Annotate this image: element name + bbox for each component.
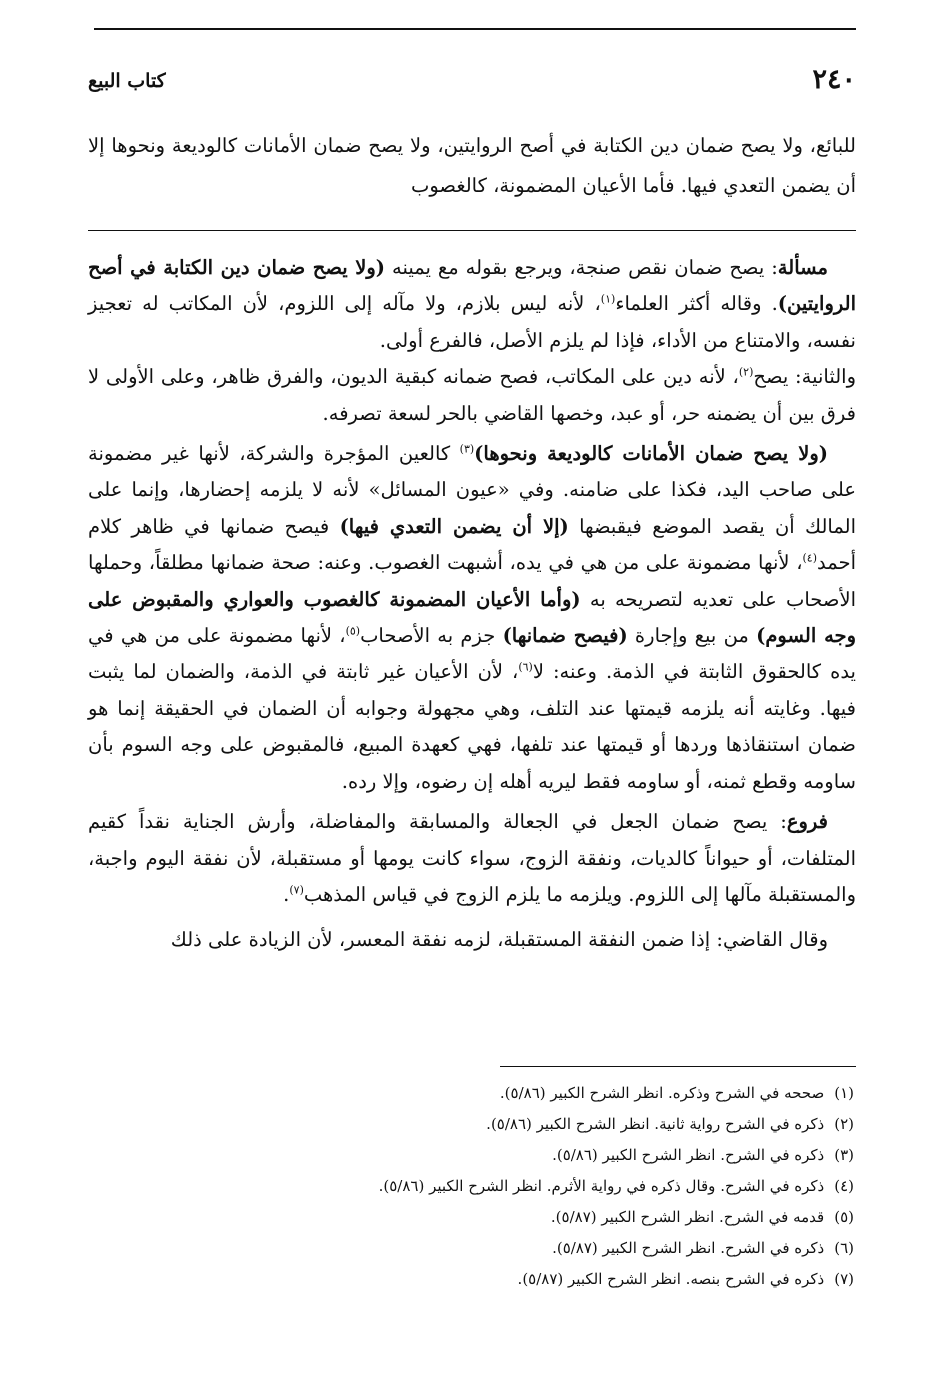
text-run: .: [283, 882, 290, 906]
text-run: ، لأنه ليس بلازم، ولا مآله إلى اللزوم، لأن المكاتب له تعجيز نفسه، والامتناع من الأداء، فإذا لم يلزم الأصل، فالفرع أولى.: [88, 292, 856, 352]
text-run: ، لأنه دين على المكاتب، فصح ضمانه كبقية الديون، والفرق ظاهر، وعلى الأولى لا فرق بين أن يضمنه حر، أو عبد، وخصها القاضي بالحر لسعة تصرفه.: [88, 365, 856, 425]
footnote-text: ذكره في الشرح رواية ثانية. انظر الشرح الكبير (٥/٨٦).: [486, 1115, 825, 1133]
text-run: ، لأنها مضمونة على من هي في يده، أشبهت الغصوب. وعنه: صحة ضمانها مطلقاً، وحملها الأصحاب على تعديه لتصريحه به: [88, 551, 856, 611]
running-title: كتاب البيع: [88, 70, 166, 92]
footnote-number: (٢): [834, 1115, 854, 1133]
footnote-text: ذكره في الشرح. انظر الشرح الكبير (٥/٨٧).: [552, 1239, 825, 1257]
text-run: ، لأنها مضمونة على من هي في يده كالحقوق الثابتة في الذمة. وعنه: لا: [88, 624, 856, 684]
quoted-matn: (إلا أن يضمن التعدي فيها): [339, 514, 569, 538]
footnote-text: ذكره في الشرح بنصه. انظر الشرح الكبير (٥/٨٧).: [517, 1270, 825, 1288]
footnote-number: (١): [834, 1084, 854, 1102]
footnote-3: [88, 1140, 854, 1171]
text-run: ، لأن الأعيان غير ثابتة في الذمة، والضمان لما يثبت فيها. وغايته أنه يلزمه قيمتها عند التلف، وهي مجهولة وجوابه أن الضمان في الحقيقة إنما هو ضمان استنقاذها وردها أو قيمتها عند تلفها، فهي كعهدة المبيع، فالمقبوض على وجه السوم بأن ساومه وقطع ثمنه، أو ساومه فقط ليريه أهله إن رضوه، وإلا رده.: [88, 660, 856, 793]
quoted-matn: (ولا يصح ضمان دين الكتابة في أصح الروايتين): [88, 256, 857, 316]
quoted-matn: (وأما الأعيان المضمونة كالغصوب والعواري والمقبوض على وجه السوم): [88, 587, 856, 648]
footnote-number: (٦): [834, 1239, 854, 1257]
footnote-ref-1[interactable]: (١): [600, 292, 616, 306]
footnotes: [88, 1078, 854, 1295]
footnote-ref-6[interactable]: (٦): [518, 660, 533, 674]
footnote-5: [88, 1202, 854, 1233]
quoted-matn: (ولا يصح ضمان الأمانات كالوديعة ونحوها): [474, 442, 828, 466]
footnote-2: [88, 1109, 854, 1140]
text-run: كالعين المؤجرة والشركة، لأنها غير مضمونة على صاحب اليد، فكذا على ضامنه. وفي «عيون المسائل» لأنه لا يلزمه إحضارها، وإنما على المالك أن يقصد الموضع فيقبضها: [88, 442, 856, 538]
footnote-ref-2[interactable]: (٢): [738, 365, 754, 379]
footnote-text: صححه في الشرح وذكره. انظر الشرح الكبير (٥/٨٦).: [499, 1084, 825, 1102]
sharh-paragraph-2: [88, 359, 856, 432]
matn-text: [88, 126, 856, 206]
sharh-paragraph-3: [88, 436, 856, 800]
footnote-separator: [500, 1066, 856, 1067]
text-run: : يصح ضمان الجعل في الجعالة والمسابقة والمفاضلة، وأرش الجناية نقداً كقيم المتلفات، أو حيواناً كالديات، ونفقة الزوج، سواء كانت يومها أو مستقبلة، لأن نفقة اليوم واجبة، والمستقبلة مآلها إلى اللزوم. ويلزمه ما يلزم الزوج في قياس المذهب: [88, 810, 856, 906]
text-run: فيصح ضمانها في ظاهر كلام أحمد: [88, 514, 856, 575]
sharh-paragraph-4: [88, 804, 856, 913]
footnote-ref-4[interactable]: (٤): [802, 551, 818, 565]
footnote-text: ذكره في الشرح. وقال ذكره في رواية الأثرم. انظر الشرح الكبير (٥/٨٦).: [378, 1177, 825, 1195]
sharh-paragraph-1: [88, 250, 856, 359]
footnote-text: قدمه في الشرح. انظر الشرح الكبير (٥/٨٧).: [550, 1208, 825, 1226]
footnote-7: [88, 1264, 854, 1295]
footnote-6: [88, 1233, 854, 1264]
matn-separator: [88, 230, 856, 231]
footnote-ref-7[interactable]: (٧): [289, 883, 304, 897]
text-run: وقال القاضي: إذا ضمن النفقة المستقبلة، لزمه نفقة المعسر، لأن الزيادة على ذلك: [170, 928, 828, 952]
footnote-text: ذكره في الشرح. انظر الشرح الكبير (٥/٨٦).: [552, 1146, 825, 1164]
footnote-ref-3[interactable]: (٣): [459, 442, 475, 456]
footnote-number: (٥): [834, 1208, 854, 1226]
text-run: والثانية: يصح: [753, 365, 856, 389]
quoted-matn: (فيصح ضمانها): [502, 624, 628, 648]
sharh-text: [88, 250, 856, 959]
matn-paragraph: للبائع، ولا يصح ضمان دين الكتابة في أصح الروايتين، ولا يصح ضمان الأمانات كالوديعة ونحوها إلا أن يضمن التعدي فيها. فأما الأعيان المضمونة، كالغصوب: [88, 134, 856, 197]
issue-label: مسألة: [777, 256, 828, 279]
page-number: ٢٤٠: [812, 64, 856, 95]
footnote-number: (٣): [834, 1146, 854, 1164]
footnote-4: [88, 1171, 854, 1202]
text-run: . وقاله أكثر العلماء: [615, 292, 778, 316]
header-rule: [94, 28, 856, 30]
branches-label: فروع: [786, 810, 828, 834]
sharh-paragraph-5: [88, 922, 856, 958]
footnote-number: (٧): [834, 1270, 854, 1288]
footnote-ref-5[interactable]: (٥): [345, 624, 361, 638]
footnote-number: (٤): [834, 1177, 854, 1195]
text-run: جزم به الأصحاب: [360, 624, 503, 648]
text-run: : يصح ضمان نقص صنجة، ويرجع بقوله مع يمينه: [385, 256, 778, 279]
footnote-1: [88, 1078, 854, 1109]
page-header: [88, 60, 856, 100]
text-run: من بيع وإجارة: [627, 624, 757, 648]
